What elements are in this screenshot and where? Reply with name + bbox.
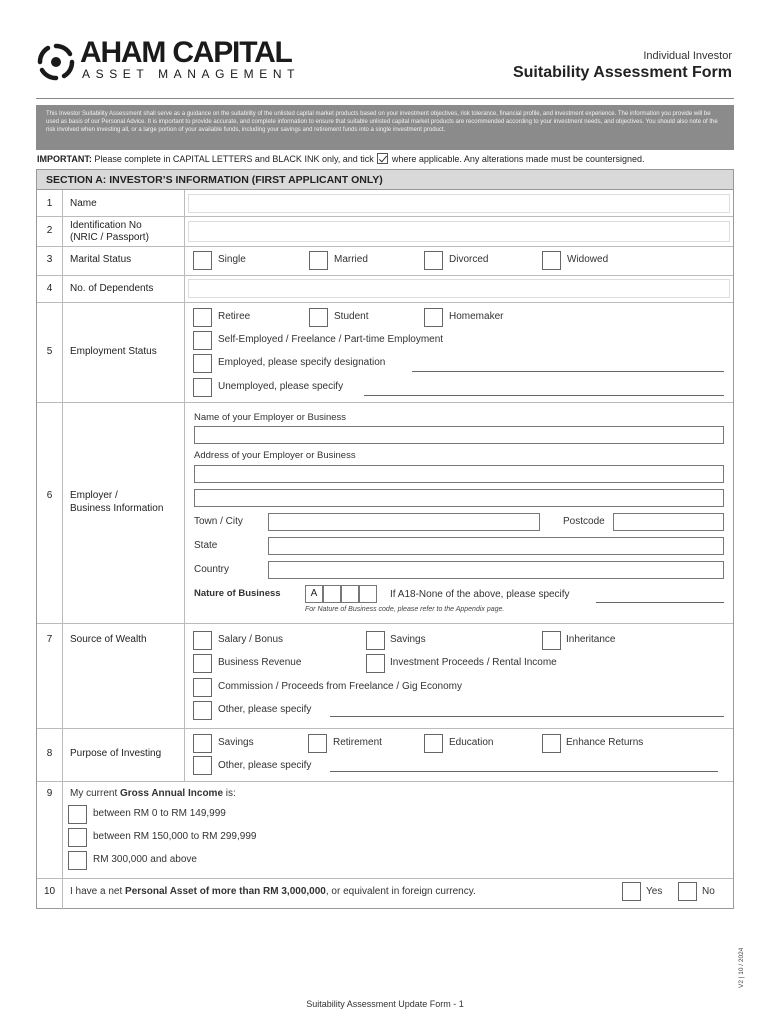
state-label: State bbox=[194, 540, 218, 551]
state-field[interactable] bbox=[268, 537, 724, 555]
income-tier1-label: between RM 0 to RM 149,999 bbox=[93, 808, 226, 819]
q8-number: 8 bbox=[46, 748, 53, 759]
asset-yes-checkbox[interactable] bbox=[622, 882, 641, 901]
important-text-after: where applicable. Any alterations made must be countersigned. bbox=[391, 154, 645, 164]
row-divider bbox=[37, 275, 733, 276]
employment-student-label: Student bbox=[334, 311, 369, 322]
nature-specify-field[interactable] bbox=[596, 602, 724, 603]
employment-retiree-label: Retiree bbox=[218, 311, 251, 322]
q5-number: 5 bbox=[46, 346, 53, 357]
header-divider bbox=[36, 98, 734, 99]
wealth-inheritance-label: Inheritance bbox=[566, 634, 616, 645]
q4-label: No. of Dependents bbox=[70, 283, 154, 294]
q1-number: 1 bbox=[46, 198, 53, 209]
q3-number: 3 bbox=[46, 254, 53, 265]
wealth-savings-checkbox[interactable] bbox=[366, 631, 385, 650]
purpose-other-label: Other, please specify bbox=[218, 760, 312, 771]
col-divider bbox=[62, 190, 63, 909]
nature-code-note: For Nature of Business code, please refer to the Appendix page. bbox=[305, 606, 505, 613]
purpose-other-field[interactable] bbox=[330, 771, 718, 772]
purpose-enhance-label: Enhance Returns bbox=[566, 737, 644, 748]
employer-name-label: Name of your Employer or Business bbox=[194, 412, 347, 423]
q10-text-bold: Personal Asset of more than RM 3,000,000 bbox=[125, 886, 326, 897]
employer-address-label: Address of your Employer or Business bbox=[194, 450, 356, 461]
nature-code-cell-2[interactable] bbox=[323, 585, 341, 603]
wealth-investment-label: Investment Proceeds / Rental Income bbox=[390, 657, 557, 668]
important-note bbox=[37, 153, 645, 164]
q3-label: Marital Status bbox=[70, 254, 132, 265]
logo-subtitle: ASSET MANAGEMENT bbox=[82, 67, 301, 81]
marital-married-label: Married bbox=[334, 254, 368, 265]
purpose-education-label: Education bbox=[449, 737, 494, 748]
employment-unemployed-checkbox[interactable] bbox=[193, 378, 212, 397]
version-label: V2 | 10 / 2024 bbox=[738, 947, 745, 988]
purpose-savings-checkbox[interactable] bbox=[193, 734, 212, 753]
marital-single-checkbox[interactable] bbox=[193, 251, 212, 270]
q9-text-bold: Gross Annual Income bbox=[120, 788, 223, 799]
row-divider bbox=[37, 302, 733, 303]
wealth-other-checkbox[interactable] bbox=[193, 701, 212, 720]
asset-yes-label: Yes bbox=[646, 886, 663, 897]
form-title: Suitability Assessment Form bbox=[512, 64, 732, 81]
q7-number: 7 bbox=[46, 634, 53, 645]
employer-name-field[interactable] bbox=[194, 426, 724, 444]
wealth-salary-label: Salary / Bonus bbox=[218, 634, 284, 645]
marital-married-checkbox[interactable] bbox=[309, 251, 328, 270]
row-divider bbox=[37, 402, 733, 403]
nature-code-cell-1[interactable]: A bbox=[305, 585, 323, 603]
q10-text-before: I have a net bbox=[70, 886, 123, 897]
row-divider bbox=[37, 728, 733, 729]
purpose-enhance-checkbox[interactable] bbox=[542, 734, 561, 753]
income-tier3-checkbox[interactable] bbox=[68, 851, 87, 870]
postcode-label: Postcode bbox=[563, 516, 605, 527]
purpose-savings-label: Savings bbox=[218, 737, 254, 748]
row-divider bbox=[37, 246, 733, 247]
page-footer: Suitability Assessment Update Form - 1 bbox=[306, 999, 464, 1009]
town-field[interactable] bbox=[268, 513, 540, 531]
employment-homemaker-label: Homemaker bbox=[449, 311, 504, 322]
form-subtitle: Individual Investor bbox=[643, 50, 732, 62]
country-label: Country bbox=[194, 564, 230, 575]
q7-label: Source of Wealth bbox=[70, 634, 147, 645]
q5-label: Employment Status bbox=[70, 346, 157, 357]
important-text-before: Please complete in CAPITAL LETTERS and BLACK INK only, and tick bbox=[94, 154, 374, 164]
q2-label-line1: Identification No bbox=[70, 220, 142, 231]
row-divider bbox=[37, 781, 733, 782]
purpose-education-checkbox[interactable] bbox=[424, 734, 443, 753]
aham-logo-icon bbox=[36, 42, 76, 82]
q6-number: 6 bbox=[46, 490, 53, 501]
employer-address-line1[interactable] bbox=[194, 465, 724, 483]
q10-question bbox=[70, 886, 476, 897]
marital-widowed-label: Widowed bbox=[567, 254, 609, 265]
q6-label-line1: Employer / bbox=[70, 490, 118, 501]
marital-widowed-checkbox[interactable] bbox=[542, 251, 561, 270]
wealth-other-field[interactable] bbox=[330, 716, 724, 717]
q2-number: 2 bbox=[46, 225, 53, 236]
unemployed-specify-field[interactable] bbox=[364, 395, 724, 396]
marital-single-label: Single bbox=[218, 254, 246, 265]
nature-code-cell-3[interactable] bbox=[341, 585, 359, 603]
employment-retiree-checkbox[interactable] bbox=[193, 308, 212, 327]
important-label: IMPORTANT: bbox=[37, 154, 92, 164]
q2-label-line2: (NRIC / Passport) bbox=[70, 232, 149, 243]
purpose-retirement-label: Retirement bbox=[333, 737, 382, 748]
wealth-inheritance-checkbox[interactable] bbox=[542, 631, 561, 650]
q1-label: Name bbox=[70, 198, 97, 209]
if-none-label: If A18-None of the above, please specify bbox=[390, 589, 570, 600]
employment-student-checkbox[interactable] bbox=[309, 308, 328, 327]
logo-name: AHAM CAPITAL bbox=[80, 36, 292, 69]
purpose-other-checkbox[interactable] bbox=[193, 756, 212, 775]
income-tier3-label: RM 300,000 and above bbox=[93, 854, 197, 865]
wealth-business-checkbox[interactable] bbox=[193, 654, 212, 673]
town-label: Town / City bbox=[194, 516, 243, 527]
q9-question bbox=[70, 788, 236, 799]
purpose-retirement-checkbox[interactable] bbox=[308, 734, 327, 753]
wealth-savings-label: Savings bbox=[390, 634, 426, 645]
intro-paragraph: This Investor Suitability Assessment shall serve as a guidance on the suitability of the unlisted capital market products based on your investment objectives, risk tolerance, financial profile, and investment experience. The information you provide will be used as basis of our Personal Advice. It is important to provide accurate, and complete information to ensure that suitable unlisted capital market products are recommended according to your investment needs, and objectives. You should also note of the risk involved when investing all, or a large portion of your available funds, including your savings and retirement funds into a single investment product. bbox=[36, 105, 734, 150]
nature-code-cell-4[interactable] bbox=[359, 585, 377, 603]
wealth-investment-checkbox[interactable] bbox=[366, 654, 385, 673]
q6-label-line2: Business Information bbox=[70, 503, 164, 514]
row-divider bbox=[37, 878, 733, 879]
marital-divorced-checkbox[interactable] bbox=[424, 251, 443, 270]
income-tier2-checkbox[interactable] bbox=[68, 828, 87, 847]
section-a-title: SECTION A: INVESTOR’S INFORMATION (FIRST APPLICANT ONLY) bbox=[37, 170, 733, 190]
wealth-commission-label: Commission / Proceeds from Freelance / Gig Economy bbox=[218, 681, 462, 692]
dependents-field[interactable] bbox=[188, 279, 730, 298]
q9-text-before: My current bbox=[70, 788, 118, 799]
wealth-salary-checkbox[interactable] bbox=[193, 631, 212, 650]
employment-unemployed-label: Unemployed, please specify bbox=[218, 381, 344, 392]
wealth-business-label: Business Revenue bbox=[218, 657, 302, 668]
country-field[interactable] bbox=[268, 561, 724, 579]
marital-divorced-label: Divorced bbox=[449, 254, 489, 265]
q9-text-after: is: bbox=[225, 788, 236, 799]
wealth-other-label: Other, please specify bbox=[218, 704, 312, 715]
postcode-field[interactable] bbox=[613, 513, 724, 531]
nature-of-business-label: Nature of Business bbox=[194, 588, 281, 599]
q8-label: Purpose of Investing bbox=[70, 748, 162, 759]
q9-number: 9 bbox=[46, 788, 53, 799]
employer-address-line2[interactable] bbox=[194, 489, 724, 507]
asset-no-label: No bbox=[702, 886, 715, 897]
employment-self-employed-label: Self-Employed / Freelance / Part-time Employment bbox=[218, 334, 444, 345]
q10-number: 10 bbox=[43, 886, 56, 897]
employment-homemaker-checkbox[interactable] bbox=[424, 308, 443, 327]
q4-number: 4 bbox=[46, 283, 53, 294]
employment-employed-label: Employed, please specify designation bbox=[218, 357, 386, 368]
wealth-commission-checkbox[interactable] bbox=[193, 678, 212, 697]
col-divider bbox=[184, 190, 185, 781]
asset-no-checkbox[interactable] bbox=[678, 882, 697, 901]
name-field[interactable] bbox=[188, 194, 730, 213]
income-tier2-label: between RM 150,000 to RM 299,999 bbox=[93, 831, 257, 842]
income-tier1-checkbox[interactable] bbox=[68, 805, 87, 824]
q10-text-after: , or equivalent in foreign currency. bbox=[325, 886, 476, 897]
tick-icon bbox=[377, 153, 388, 164]
designation-field[interactable] bbox=[412, 371, 724, 372]
row-divider bbox=[37, 216, 733, 217]
employment-self-employed-checkbox[interactable] bbox=[193, 331, 212, 350]
id-number-field[interactable] bbox=[188, 221, 730, 242]
employment-employed-checkbox[interactable] bbox=[193, 354, 212, 373]
row-divider bbox=[37, 623, 733, 624]
